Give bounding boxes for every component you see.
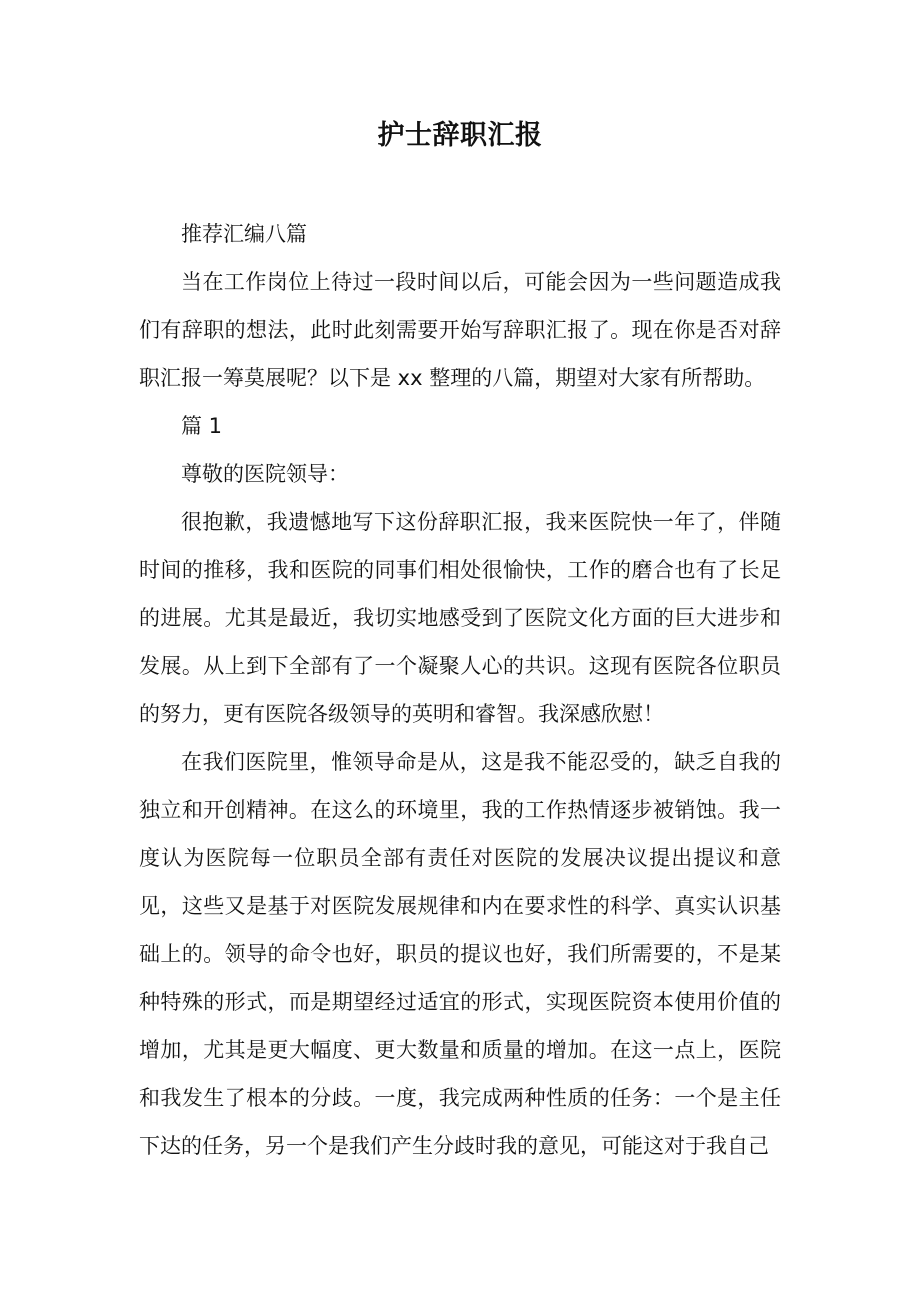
paragraph-intro: 推荐汇编八篇: [181, 222, 307, 246]
paragraph-body-1: 很抱歉，我遗憾地写下这份辞职汇报，我来医院快一年了，伴随时间的推移，我和医院的同事们相处很愉快，工作的磨合也有了长足的进展。尤其是最近，我切实地感受到了医院文化方面的巨大进步和发展。从上到下全部有了一个凝聚人心的共识。这现有医院各位职员的努力，更有医院各级领导的英明和睿智。我深感欣慰！: [139, 510, 781, 726]
paragraph-preface: 当在工作岗位上待过一段时间以后，可能会因为一些问题造成我们有辞职的想法，此时此刻需要开始写辞职汇报了。现在你是否对辞职汇报一筹莫展呢？以下是 xx 整理的八篇，期望对大家有所帮助。: [139, 270, 781, 390]
salutation: 尊敬的医院领导：: [181, 462, 349, 486]
paragraph-body-2: 在我们医院里，惟领导命是从，这是我不能忍受的，缺乏自我的独立和开创精神。在这么的环境里，我的工作热情逐步被销蚀。我一度认为医院每一位职员全部有责任对医院的发展决议提出提议和意见，这些又是基于对医院发展规律和内在要求性的科学、真实认识基础上的。领导的命令也好，职员的提议也好，我们所需要的，不是某种特殊的形式，而是期望经过适宜的形式，实现医院资本使用价值的增加，尤其是更大幅度、更大数量和质量的增加。在这一点上，医院和我发生了根本的分歧。一度，我完成两种性质的任务：一个是主任下达的任务，另一个是我们产生分歧时我的意见，可能这对于我自己: [139, 750, 781, 1158]
document-title: 护士辞职汇报: [377, 120, 543, 151]
section-heading: 篇 1: [181, 414, 223, 438]
document-body: [139, 210, 781, 1170]
